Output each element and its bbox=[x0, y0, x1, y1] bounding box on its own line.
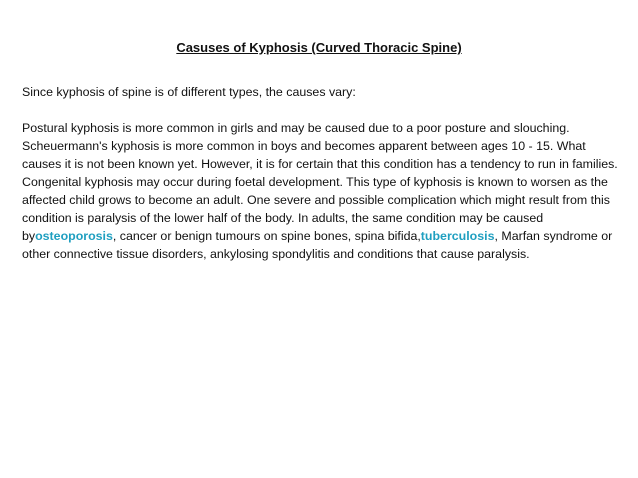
paragraph-gap bbox=[22, 101, 620, 119]
slide-title: Casuses of Kyphosis (Curved Thoracic Spine) bbox=[176, 40, 462, 55]
slide-body bbox=[22, 83, 620, 263]
congenital-text-part3: , Marfan syndrome or other connective tissue disorders, ankylosing spondylitis and conditions that cause paralysis. bbox=[22, 229, 613, 261]
tuberculosis-link[interactable]: tuberculosis bbox=[420, 229, 495, 243]
congenital-text-part2: , cancer or benign tumours on spine bones, spina bifida, bbox=[112, 229, 421, 243]
congenital-paragraph bbox=[22, 173, 620, 263]
intro-text: Since kyphosis of spine is of different types, the causes vary: bbox=[22, 85, 356, 99]
scheuermann-text: Scheuermann's kyphosis is more common in boys and becomes apparent between ages 10 - 15. What causes it is not been known yet. However, it is for certain that this condition has a tendency to run in families. bbox=[22, 139, 618, 171]
osteoporosis-link[interactable]: osteoporosis bbox=[35, 229, 113, 243]
congenital-text-part1: Congenital kyphosis may occur during foetal development. This type of kyphosis is known to worsen as the affected child grows to become an adult. One severe and possible complication which might result from this condition is paralysis of the lower half of the body. In adults, the same condition may be caused by bbox=[22, 175, 610, 243]
postural-text: Postural kyphosis is more common in girls and may be caused due to a poor posture and slouching. bbox=[22, 121, 570, 135]
